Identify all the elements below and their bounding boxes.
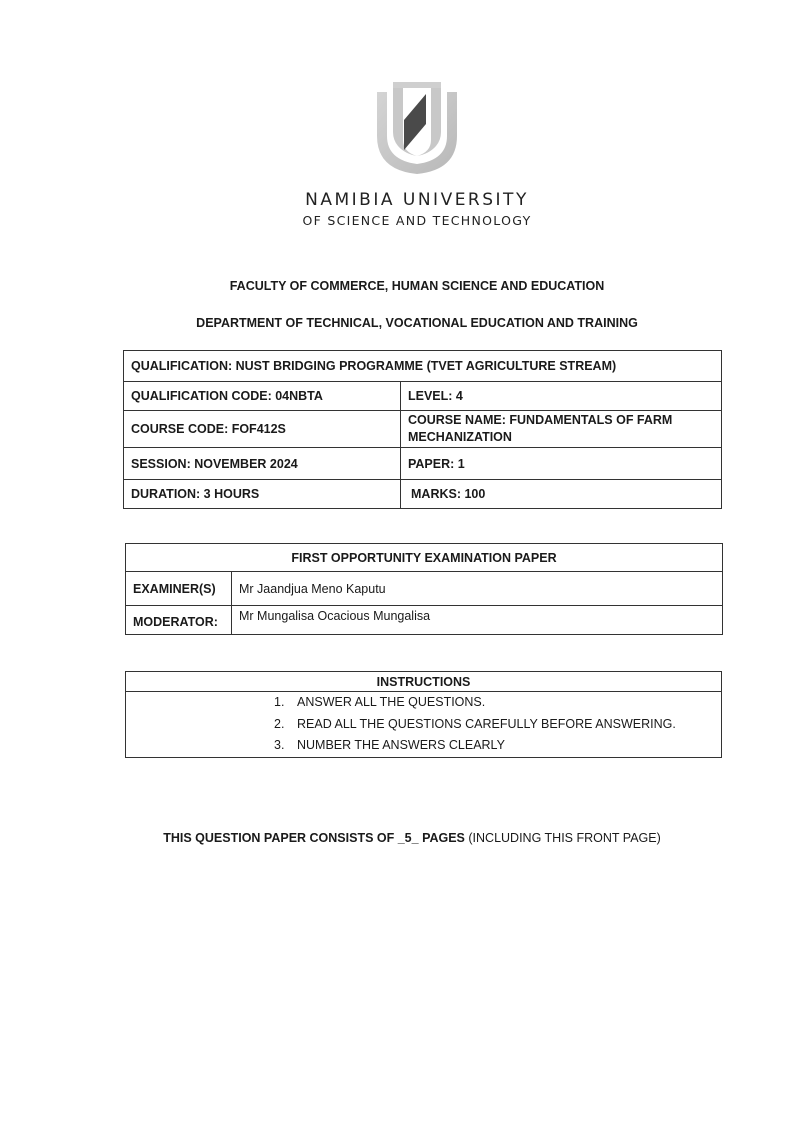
page-count-note bbox=[0, 831, 794, 845]
exam-title-cell: FIRST OPPORTUNITY EXAMINATION PAPER bbox=[126, 544, 723, 572]
qualification-code-cell: QUALIFICATION CODE: 04NBTA bbox=[124, 382, 401, 411]
moderator-value: Mr Mungalisa Ocacious Mungalisa bbox=[232, 606, 723, 635]
instruction-item: 3. NUMBER THE ANSWERS CLEARLY bbox=[274, 738, 505, 752]
course-info-table bbox=[123, 350, 722, 509]
instructions-table bbox=[125, 671, 722, 758]
examiner-label: EXAMINER(S) bbox=[126, 572, 232, 606]
instruction-item: 1. ANSWER ALL THE QUESTIONS. bbox=[274, 695, 486, 709]
university-subtitle: OF SCIENCE AND TECHNOLOGY bbox=[302, 213, 532, 228]
examiner-value: Mr Jaandjua Meno Kaputu bbox=[232, 572, 723, 606]
university-name: NAMIBIA UNIVERSITY bbox=[305, 190, 529, 210]
course-name-cell: COURSE NAME: FUNDAMENTALS OF FARM MECHANIZATION bbox=[401, 411, 722, 448]
instructions-title: INSTRUCTIONS bbox=[126, 672, 722, 692]
page-count-suffix: (INCLUDING THIS FRONT PAGE) bbox=[464, 831, 661, 845]
marks-cell: MARKS: 100 bbox=[401, 480, 722, 509]
course-code-cell: COURSE CODE: FOF412S bbox=[124, 411, 401, 448]
level-cell: LEVEL: 4 bbox=[401, 382, 722, 411]
paper-cell: PAPER: 1 bbox=[401, 448, 722, 480]
instructions-list bbox=[126, 692, 722, 758]
faculty-heading: FACULTY OF COMMERCE, HUMAN SCIENCE AND EDUCATION bbox=[229, 279, 605, 293]
nust-shield-logo-icon bbox=[374, 80, 460, 176]
session-cell: SESSION: NOVEMBER 2024 bbox=[124, 448, 401, 480]
examination-table bbox=[125, 543, 723, 635]
qualification-cell: QUALIFICATION: NUST BRIDGING PROGRAMME (TVET AGRICULTURE STREAM) bbox=[124, 351, 722, 382]
moderator-label: MODERATOR: bbox=[126, 606, 232, 635]
page-count-bold: THIS QUESTION PAPER CONSISTS OF _5_ PAGES bbox=[163, 831, 465, 845]
instruction-item: 2. READ ALL THE QUESTIONS CAREFULLY BEFORE ANSWERING. bbox=[274, 716, 676, 731]
duration-cell: DURATION: 3 HOURS bbox=[124, 480, 401, 509]
department-heading: DEPARTMENT OF TECHNICAL, VOCATIONAL EDUCATION AND TRAINING bbox=[196, 316, 638, 330]
